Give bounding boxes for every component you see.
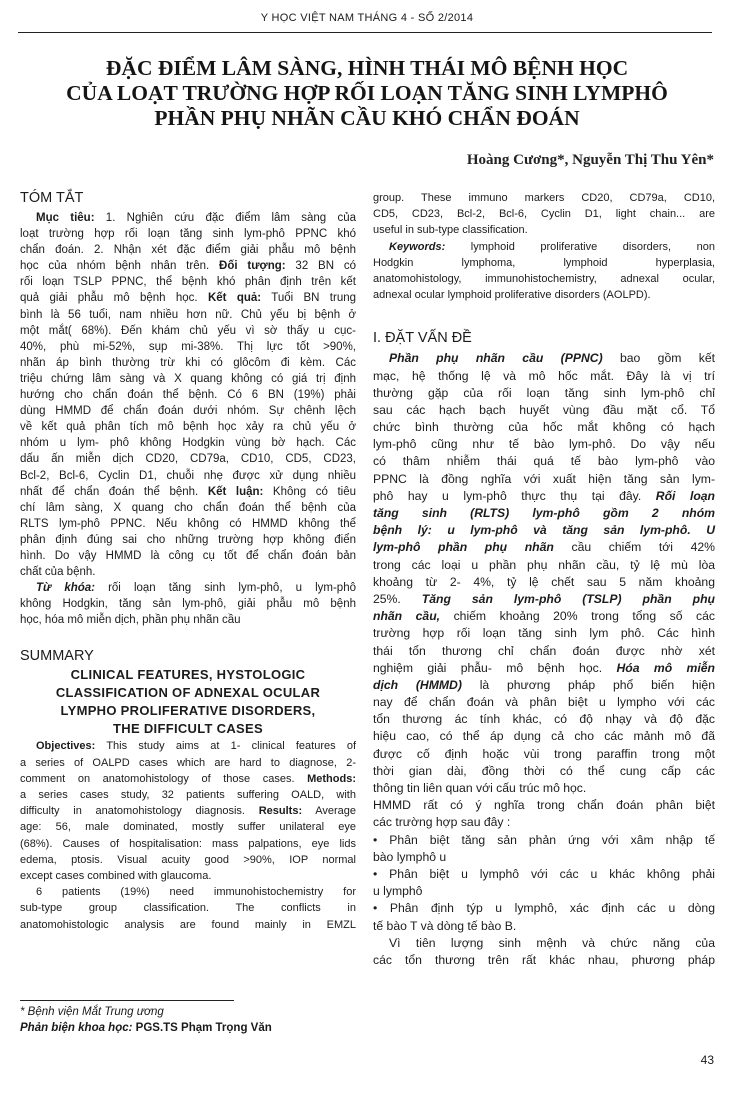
results-label: Kết quả: — [207, 292, 262, 305]
keywords-vi-label: Từ khóa: — [36, 582, 95, 595]
keywords-en-label: Keywords: — [389, 240, 446, 253]
article-title — [0, 56, 734, 131]
footnotes — [20, 1004, 360, 1036]
title-line-2: CỦA LOẠT TRƯỜNG HỢP RỐI LOẠN TĂNG SINH LYMPHÔ — [66, 81, 668, 105]
page-number: 43 — [700, 1053, 714, 1067]
title-line-1: ĐẶC ĐIỂM LÂM SÀNG, HÌNH THÁI MÔ BỆNH HỌC — [105, 56, 629, 80]
bullet-1: • Phân biệt tăng sản phản ứng với xâm nhập tế — [373, 832, 715, 847]
running-header: Y HỌC VIỆT NAM THÁNG 4 - SỐ 2/2014 — [260, 12, 474, 24]
summary-title: CLINICAL FEATURES, HYSTOLOGIC CLASSIFICATION OF ADNEXAL OCULAR LYMPHO PROLIFERATIVE DISORDERS, THE DIFFICULT CASES — [55, 667, 321, 737]
right-column — [373, 190, 715, 969]
ppnc-term: Phần phụ nhãn cầu (PPNC) — [389, 351, 603, 366]
intro-heading: I. ĐẶT VẤN ĐỀ — [373, 330, 472, 347]
conclusion-label: Kết luận: — [207, 485, 264, 498]
title-line-3: PHẦN PHỤ NHÃN CẦU KHÓ CHẨN ĐOÁN — [154, 106, 580, 130]
abstract-vi: Mục tiêu: 1. Nghiên cứu đặc điểm lâm sàng của loạt trường hợp rối loạn tăng sinh lym-phô PPNC khó chẩn đoán. 2. Nhận xét đặc điểm giải phẫu mô bệnh học của nhóm bệnh nhân trên. Đối tượng: 32 BN có rối loạn TSLP PPNC, thể bệnh khó phân định trên kết quả giải phẫu mô bệnh học. Kết quả: Tuổi BN trung bình là 56 tuổi, nam nhiều hơn nữ. Chủ yếu bị bệnh ở một mắt( 68%). Đến khám chủ yếu vì sờ thấy u cục- 40%, phù mi-52%, sụp mi-38%. Thị lực tốt >90%, nhãn áp bình thường trừ khi có glôcôm đi kèm. Các triệu chứng lâm sàng và X quang không có giá trị định hướng cho chẩn đoán thể bệnh. Có 6 BN (19%) phải dùng HMMD để chẩn đoán dưới nhóm. Sự chênh lệch về kết quả phân tích mô bệnh học xảy ra chủ yếu ở nhóm u lym- phô không Hodgkin vùng bờ hạch. Các dấu ấn miễn dịch CD20, CD79a, CD10, CD5, CD23, Bcl-2, Bcl-6, Cyclin D1, chuỗi nhẹ được xử dụng nhiều nhất để chẩn đoán thể bệnh. Kết luận: Không có tiêu chí lâm sàng, X quang cho chẩn đoán thể bệnh của RLTS lym-phô PPNC. Nếu không có HMMD không thể phân định đúng sai cho những trường hợp không điển hình. Do vậy HMMD là công cụ tốt để chẩn đoán bản chất của bệnh. Từ khóa: rối loạn tăng sinh lym-phô, u lym-phô không Hodgkin, tăng sản lym-phô, giải phẫu mô bệnh học, hóa mô miễn dịch, phần phụ nhãn cầu — [20, 212, 357, 627]
intro-body: Phần phụ nhãn cầu (PPNC) bao gồm kết mạc, hệ thống lệ và mô hốc mắt. Đây là vị trí thường gặp của rối loạn tăng sinh lym-phô chỉ sau các hạch bạch huyết vùng đầu mặt cổ. Tổ chức bình thường của hốc mắt không có hạch lym-phô cũng như tế bào lym-phô. Do vậy nếu có thâm nhiễm thái quá tế bào lym-phô vào PPNC là đồng nghĩa với xuất hiện tăng sản lym- phô hay u lym-phô thực thụ tại đây. Rối loạn tăng sinh (RLTS) lym-phô gồm 2 nhóm bệnh lý: u lym-phô và tăng sản lym-phô. U lym-phô phần phụ nhãn cầu chiếm tới 42% trong các loại u phần phụ nhãn cầu, tỷ lệ mù lòa khoảng từ 2- 4%, tỷ lệ chết sau 5 năm khoảng 25%. Tăng sản lym-phô (TSLP) phần phụ nhãn cầu, chiếm khoảng 20% trong tổng số các trường hợp rối loạn tăng sinh lym phô. Các hình thái tổn thương chỉ chẩn đoán được nhờ xét nghiệm giải phẫu- mô bệnh học. Hóa mô miễn dịch (HMMD) là phương pháp phổ biến hiện nay để chẩn đoán và phân biệt u lympho với các tổn thương ác tính khác, có độ nhạy và độ đặc hiệu cao, có thể áp dụng cả cho các mảnh mô đã được cố định hoặc vùi trong paraffin trong một thời gian dài, đồng thời có thể cung cấp các thông tin liên quan với cấu trúc mô học. HMMD rất có ý nghĩa trong chẩn đoán phân biệt các trường hợp sau đây : • Phân biệt tăng sản phản ứng với xâm nhập tế bào lymphô u • Phân biệt u lymphô với các u khác không phải u lymphô • Phân định týp u lymphô, xác định các u dòng tế bào T và dòng tế bào B. Vì tiên lượng sinh mệnh và chức năng của các tổn thương trên rất khác nhau, phương pháp — [373, 351, 716, 967]
results-en-label: Results: — [258, 805, 303, 818]
objectives-label: Objectives: — [36, 740, 96, 753]
bullet-3: • Phân định týp u lymphô, xác định các u dòng — [373, 901, 715, 916]
authors: Hoàng Cương*, Nguyễn Thị Thu Yên* — [466, 152, 714, 168]
abstract-heading: TÓM TẮT — [20, 190, 84, 206]
affiliation-note: * Bệnh viện Mắt Trung ương — [20, 1006, 164, 1018]
summary-en-continued: group. These immuno markers CD20, CD79a, CD10, CD5, CD23, Bcl-2, Bcl-6, Cyclin D1, light chain... are useful in sub-type classification. Keywords: lymphoid proliferative disorders, non Hodgkin lymphoma, lymphoid hyperplasia, anatomohistology, immunohistochemistry, adnexal ocular, adnexal ocular lymphoid proliferative disorders (AOLPD). — [373, 192, 715, 302]
methods-label: Methods: — [307, 772, 356, 785]
summary-heading: SUMMARY — [20, 648, 94, 665]
subjects-label: Đối tượng: — [219, 260, 286, 273]
reviewer-name: PGS.TS Phạm Trọng Văn — [132, 1022, 272, 1034]
bullet-2: • Phân biệt u lymphô với các u khác không phải — [373, 866, 715, 881]
left-column — [20, 190, 356, 933]
footnote-rule — [20, 1000, 234, 1001]
header-rule — [18, 32, 712, 33]
reviewer-label: Phản biện khoa học: — [20, 1022, 133, 1034]
summary-en: Objectives: This study aims at 1- clinical features of a series of OALPD cases which are hard to diagnose, 2- comment on anatomohistology of those cases. Methods: a series cases study, 32 patients suffering OALD, with difficulty in anatomohistology diagnosis. Results: Average age: 56, male dominated, mostly suffer unilateral eye (68%). Causes of hospitalisation: mass palpations, eye lids edema, ptosis. Visual acuity good >90%, IOP normal except cases combined with glaucoma. 6 patients (19%) need immunohistochemistry for sub-type group classification. The conflicts in anatomohistologic analysis are found mainly in EMZL — [20, 740, 356, 931]
objective-label: Mục tiêu: — [36, 212, 95, 224]
